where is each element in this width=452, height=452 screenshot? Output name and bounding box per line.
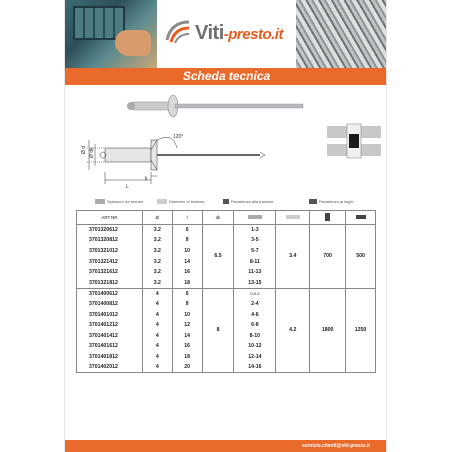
tools-photo	[65, 0, 157, 68]
table-header-row	[77, 211, 376, 225]
header-diameter: Ø	[142, 211, 172, 225]
cell-code: 3701402012	[77, 362, 143, 373]
legend	[73, 196, 383, 208]
cell-length: 6	[172, 225, 202, 236]
cell-grip: 4-6	[234, 309, 276, 320]
label-l: L	[126, 184, 129, 190]
footer-email[interactable]: servizio.clienti@viti-presto.it	[302, 443, 370, 449]
installed-rivet-icon	[327, 120, 381, 164]
table-row	[77, 288, 376, 299]
datasheet-page	[64, 0, 387, 452]
cell-tensile: 700	[310, 225, 346, 289]
label-angle: 120°	[173, 134, 184, 140]
footer-band	[65, 440, 387, 452]
cell-diameter: 3.2	[142, 225, 172, 236]
cell-code: 3701401212	[77, 320, 143, 331]
cell-diameter: 4	[142, 320, 172, 331]
header-grip	[234, 211, 276, 225]
cell-length: 12	[172, 320, 202, 331]
cell-length: 10	[172, 246, 202, 257]
grip-range-icon	[95, 199, 105, 204]
tensile-icon	[325, 213, 330, 221]
table-row	[77, 225, 376, 236]
label-k: k	[145, 176, 148, 182]
tensile-icon	[223, 199, 229, 204]
cell-length: 10	[172, 309, 202, 320]
header-shear	[346, 211, 376, 225]
cell-grip: 5-7	[234, 246, 276, 257]
header	[65, 0, 387, 68]
cell-code: 3701400612	[77, 288, 143, 299]
cell-grip: 2-4	[234, 299, 276, 310]
legend-label: Diametro di foratura	[169, 199, 205, 204]
legend-item-tensile	[223, 196, 273, 208]
cell-shear: 500	[346, 225, 376, 289]
cell-grip: 10-12	[234, 341, 276, 352]
table-body	[77, 225, 376, 373]
cell-grip: 11-13	[234, 267, 276, 278]
spec-table	[76, 210, 376, 373]
cell-diameter: 4	[142, 288, 172, 299]
screws-photo	[296, 0, 387, 68]
legend-item-grip	[95, 196, 143, 208]
cell-length: 18	[172, 352, 202, 363]
header-code: ART.NR	[77, 211, 143, 225]
hand-shape	[115, 30, 151, 56]
cell-grip: 12-14	[234, 352, 276, 363]
cell-diameter: 3.2	[142, 267, 172, 278]
cell-code: 3701320612	[77, 225, 143, 236]
rivet-photo-icon	[127, 95, 303, 117]
cell-code: 3701321012	[77, 246, 143, 257]
cell-code: 3701401412	[77, 330, 143, 341]
cell-code: 3701320812	[77, 235, 143, 246]
brand-name-text: Viti	[195, 22, 224, 44]
cell-grip: 6-8	[234, 320, 276, 331]
cell-diameter: 3.2	[142, 277, 172, 288]
legend-item-drill	[157, 196, 204, 208]
cell-grip: 8-10	[234, 330, 276, 341]
cell-length: 6	[172, 288, 202, 299]
cell-diameter: 4	[142, 341, 172, 352]
logo-swoosh-icon	[165, 18, 191, 44]
header-tensile	[310, 211, 346, 225]
cell-grip: 8-11	[234, 256, 276, 267]
rivet-cross-section	[87, 137, 265, 184]
cell-diameter: 4	[142, 299, 172, 310]
cell-grip: 13-15	[234, 277, 276, 288]
cell-diameter: 3.2	[142, 246, 172, 257]
shear-icon	[309, 199, 317, 204]
cell-grip: 14-16	[234, 362, 276, 373]
cell-length: 14	[172, 256, 202, 267]
cell-length: 20	[172, 362, 202, 373]
cell-diameter: 4	[142, 330, 172, 341]
cell-length: 8	[172, 299, 202, 310]
cell-code: 3701401812	[77, 352, 143, 363]
legend-label: Resistenza alla trazione	[231, 199, 274, 204]
cell-code: 3701401012	[77, 309, 143, 320]
cell-code: 3701400812	[77, 299, 143, 310]
header-dk: dk	[202, 211, 234, 225]
cell-code: 3701321812	[77, 277, 143, 288]
cell-diameter: 3.2	[142, 256, 172, 267]
cell-code: 3701321412	[77, 256, 143, 267]
drill-diameter-icon	[157, 199, 167, 204]
cell-code: 3701321612	[77, 267, 143, 278]
cell-dk: 8	[202, 288, 234, 373]
cell-dk: 6.5	[202, 225, 234, 289]
brand-logo[interactable]	[165, 16, 295, 52]
shear-icon	[356, 215, 366, 219]
header-drill	[276, 211, 310, 225]
legend-item-shear	[309, 196, 354, 208]
page-title: Scheda tecnica	[182, 69, 271, 83]
header-length: l	[172, 211, 202, 225]
cell-length: 14	[172, 330, 202, 341]
drill-diameter-icon	[286, 215, 300, 219]
cell-drill: 4.2	[276, 288, 310, 373]
cell-diameter: 3.2	[142, 235, 172, 246]
cell-grip: 0,5-3	[234, 288, 276, 299]
brand-name	[195, 22, 283, 45]
cell-tensile: 1800	[310, 288, 346, 373]
cell-length: 16	[172, 341, 202, 352]
rivet-drawing	[65, 88, 387, 196]
cell-diameter: 4	[142, 352, 172, 363]
cell-shear: 1250	[346, 288, 376, 373]
grip-range-icon	[248, 215, 262, 219]
cell-length: 16	[172, 267, 202, 278]
cell-grip: 3-5	[234, 235, 276, 246]
brand-domain: -presto.it	[223, 26, 283, 43]
cell-length: 18	[172, 277, 202, 288]
label-d: Ø d	[81, 145, 87, 154]
cell-length: 8	[172, 235, 202, 246]
cell-diameter: 4	[142, 362, 172, 373]
title-band	[65, 68, 387, 85]
cell-drill: 3.4	[276, 225, 310, 289]
label-dk: Ø dk	[89, 147, 95, 158]
legend-label: Spessore da serrare	[107, 199, 144, 204]
cell-code: 3701401612	[77, 341, 143, 352]
cell-grip: 1-3	[234, 225, 276, 236]
cell-diameter: 4	[142, 309, 172, 320]
legend-label: Resistenza al taglio	[319, 199, 354, 204]
